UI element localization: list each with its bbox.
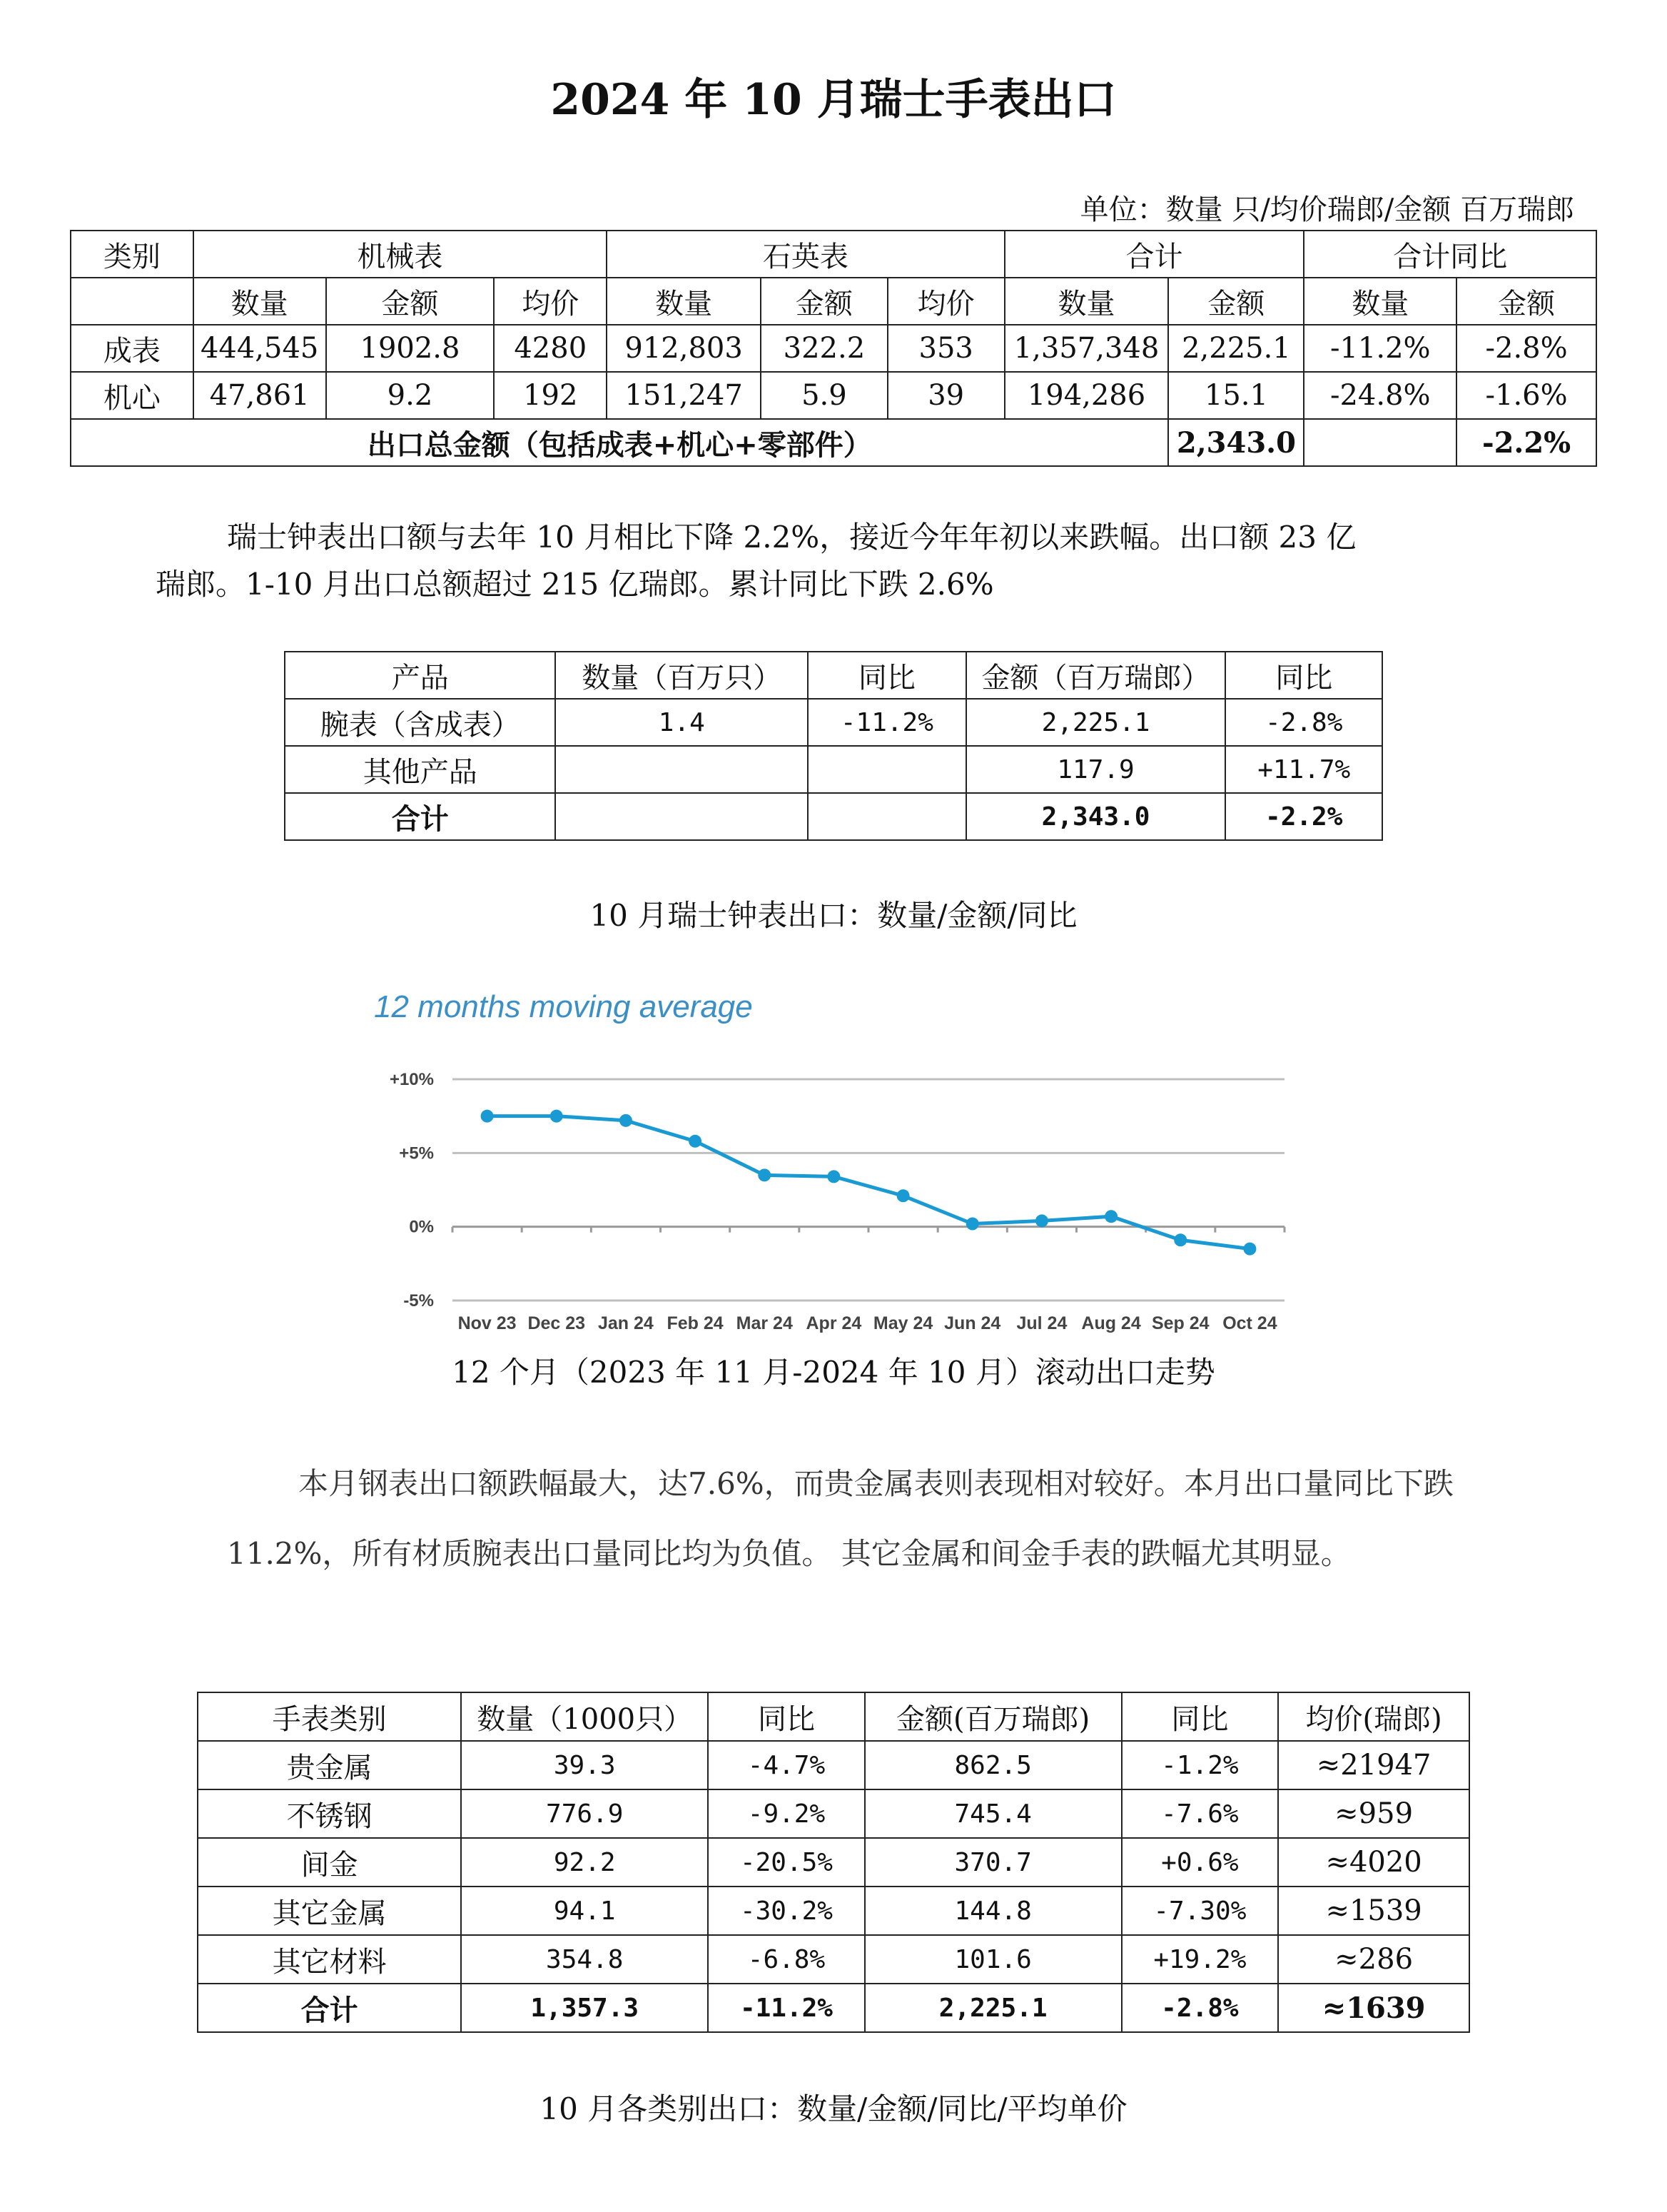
x-axis-ticks — [458, 1313, 1277, 1333]
table-cell — [808, 793, 966, 840]
table-cell: +19.2% — [1122, 1935, 1279, 1984]
table-row — [285, 699, 1382, 746]
table-row — [198, 1838, 1469, 1887]
data-point — [966, 1218, 979, 1231]
table-cell: 745.4 — [865, 1789, 1122, 1838]
table-cell: -9.2% — [708, 1789, 865, 1838]
x-tick-label: Nov 23 — [457, 1313, 517, 1333]
table-cell: 1902.8 — [326, 325, 495, 372]
table-row — [71, 325, 1596, 372]
table-row — [198, 1935, 1469, 1984]
chart-svg — [357, 985, 1299, 1342]
table-cell: 192 — [494, 372, 607, 419]
table-header-row — [285, 652, 1382, 699]
table-cell — [555, 746, 808, 793]
x-tick-label: Jun 24 — [944, 1313, 1001, 1333]
table-header-row — [71, 231, 1596, 278]
table-cell: 194,286 — [1005, 372, 1169, 419]
y-tick-label: -5% — [403, 1291, 434, 1310]
table-cell: 合计 — [285, 793, 555, 840]
header-cell: 金额 — [326, 278, 495, 325]
table-cell: ≈286 — [1278, 1935, 1469, 1984]
data-point — [689, 1135, 701, 1148]
y-tick-label: 0% — [409, 1217, 434, 1237]
table-cell: ≈21947 — [1278, 1741, 1469, 1789]
table-cell: 其他产品 — [285, 746, 555, 793]
x-tick-label: Dec 23 — [527, 1313, 586, 1333]
chart-grid — [452, 1079, 1285, 1301]
x-tick-label: Apr 24 — [806, 1313, 862, 1333]
table-cell: 2,225.1 — [966, 699, 1226, 746]
table-cell: 39.3 — [461, 1741, 708, 1789]
table-cell: 其它材料 — [198, 1935, 461, 1984]
table-cell: 贵金属 — [198, 1741, 461, 1789]
table-subheader-row — [71, 278, 1596, 325]
table-cell: -11.2% — [708, 1984, 865, 2032]
header-cell: 同比 — [708, 1692, 865, 1741]
header-cell: 机械表 — [193, 231, 607, 278]
table-cell: -6.8% — [708, 1935, 865, 1984]
data-point — [758, 1168, 771, 1181]
header-cell: 产品 — [285, 652, 555, 699]
header-cell: 金额 — [761, 278, 888, 325]
table-cell: 444,545 — [193, 325, 326, 372]
table-cell: 1,357,348 — [1005, 325, 1169, 372]
table-cell: -1.2% — [1122, 1741, 1279, 1789]
table-cell: 776.9 — [461, 1789, 708, 1838]
paragraph-2-text: 本月钢表出口额跌幅最大，达7.6%，而贵金属表则表现相对较好。本月出口量同比下跌11.2%，所有材质腕表出口量同比均为负值。 其它金属和间金手表的跌幅尤其明显。 — [227, 1466, 1454, 1571]
table-cell: 出口总金额（包括成表+机心+零部件） — [71, 419, 1168, 466]
header-cell: 数量 — [1304, 278, 1456, 325]
paragraph-2 — [227, 1449, 1454, 1589]
x-tick-label: Aug 24 — [1081, 1313, 1141, 1333]
y-axis-ticks — [390, 1070, 434, 1310]
data-point — [897, 1189, 910, 1202]
header-cell: 金额（百万瑞郎） — [966, 652, 1226, 699]
unit-note: 单位：数量 只/均价瑞郎/金额 百万瑞郎 — [1080, 193, 1574, 226]
header-cell: 同比 — [808, 652, 966, 699]
table-cell: -7.30% — [1122, 1887, 1279, 1935]
header-cell: 类别 — [71, 231, 193, 278]
header-cell: 合计 — [1005, 231, 1304, 278]
table-cell: -2.8% — [1225, 699, 1382, 746]
y-tick-label: +5% — [399, 1143, 434, 1163]
table-cell: -2.2% — [1225, 793, 1382, 840]
header-cell: 同比 — [1225, 652, 1382, 699]
table-cell: 94.1 — [461, 1887, 708, 1935]
table-cell: 2,343.0 — [966, 793, 1226, 840]
table-cell: 1.4 — [555, 699, 808, 746]
data-point — [827, 1170, 840, 1183]
header-cell: 均价(瑞郎) — [1278, 1692, 1469, 1741]
data-point — [619, 1114, 632, 1127]
header-cell: 数量（1000只） — [461, 1692, 708, 1741]
table-cell: 成表 — [71, 325, 193, 372]
table-header-row — [198, 1692, 1469, 1741]
header-cell: 均价 — [494, 278, 607, 325]
table-cell: 92.2 — [461, 1838, 708, 1887]
table-cell: -2.2% — [1456, 419, 1596, 466]
header-cell: 数量 — [607, 278, 761, 325]
table-cell: -30.2% — [708, 1887, 865, 1935]
data-point — [481, 1110, 494, 1123]
table-cell: 39 — [888, 372, 1005, 419]
x-tick-label: May 24 — [873, 1313, 933, 1333]
header-cell: 合计同比 — [1304, 231, 1596, 278]
table-cell: -24.8% — [1304, 372, 1456, 419]
header-cell: 数量 — [1005, 278, 1169, 325]
caption-2: 12 个月（2023 年 11 月-2024 年 10 月）滚动出口走势 — [452, 1355, 1215, 1390]
table-cell: -20.5% — [708, 1838, 865, 1887]
table-cell: 370.7 — [865, 1838, 1122, 1887]
table-cell: 322.2 — [761, 325, 888, 372]
x-tick-label: Feb 24 — [667, 1313, 724, 1333]
header-cell: 同比 — [1122, 1692, 1279, 1741]
x-tick-label: Mar 24 — [736, 1313, 793, 1333]
table-cell: 912,803 — [607, 325, 761, 372]
table-cell — [1304, 419, 1456, 466]
table-cell — [555, 793, 808, 840]
table-cell: 不锈钢 — [198, 1789, 461, 1838]
table-cell: -4.7% — [708, 1741, 865, 1789]
table-cell: 151,247 — [607, 372, 761, 419]
table-cell: +11.7% — [1225, 746, 1382, 793]
table-cell: +0.6% — [1122, 1838, 1279, 1887]
data-point — [1243, 1243, 1256, 1256]
table-row — [198, 1887, 1469, 1935]
table-cell: -1.6% — [1456, 372, 1596, 419]
chart-title: 12 months moving average — [374, 989, 753, 1024]
data-point — [1174, 1233, 1187, 1246]
table-cell: ≈959 — [1278, 1789, 1469, 1838]
data-point — [550, 1110, 563, 1123]
table-cell: 腕表（含成表） — [285, 699, 555, 746]
table-cell: 合计 — [198, 1984, 461, 2032]
header-cell: 数量（百万只） — [555, 652, 808, 699]
data-point — [1035, 1214, 1048, 1227]
table-cell: 2,225.1 — [865, 1984, 1122, 2032]
table-cell: 47,861 — [193, 372, 326, 419]
table-cell: 1,357.3 — [461, 1984, 708, 2032]
table-row — [198, 1741, 1469, 1789]
table-cell — [808, 746, 966, 793]
header-cell — [71, 278, 193, 325]
table-total-row — [71, 419, 1596, 466]
x-tick-label: Oct 24 — [1222, 1313, 1277, 1333]
table-cell: -2.8% — [1456, 325, 1596, 372]
header-cell: 手表类别 — [198, 1692, 461, 1741]
table-cell: 其它金属 — [198, 1887, 461, 1935]
caption-1: 10 月瑞士钟表出口：数量/金额/同比 — [589, 898, 1078, 933]
table-cell: 机心 — [71, 372, 193, 419]
table-cell: 353 — [888, 325, 1005, 372]
caption-3: 10 月各类别出口：数量/金额/同比/平均单价 — [539, 2091, 1128, 2126]
header-cell: 金额 — [1168, 278, 1304, 325]
table-cell: 862.5 — [865, 1741, 1122, 1789]
table-cell: 9.2 — [326, 372, 495, 419]
table-cell: ≈1639 — [1278, 1984, 1469, 2032]
header-cell: 数量 — [193, 278, 326, 325]
table-total-row — [285, 793, 1382, 840]
table-cell: 2,343.0 — [1168, 419, 1304, 466]
header-cell: 均价 — [888, 278, 1005, 325]
x-tick-label: Jan 24 — [597, 1313, 654, 1333]
table-cell: 15.1 — [1168, 372, 1304, 419]
table-cell: 2,225.1 — [1168, 325, 1304, 372]
header-cell: 金额 — [1456, 278, 1596, 325]
header-cell: 石英表 — [607, 231, 1004, 278]
table-cell: -11.2% — [1304, 325, 1456, 372]
page-title: 2024 年 10 月瑞士手表出口 — [550, 75, 1117, 125]
table-cell: ≈1539 — [1278, 1887, 1469, 1935]
table-cell: -2.8% — [1122, 1984, 1279, 2032]
y-tick-label: +10% — [389, 1070, 434, 1089]
table-cell: 101.6 — [865, 1935, 1122, 1984]
summary-table — [70, 230, 1597, 467]
table-cell: ≈4020 — [1278, 1838, 1469, 1887]
table-cell: 间金 — [198, 1838, 461, 1887]
table-row — [71, 372, 1596, 419]
table-cell: 4280 — [494, 325, 607, 372]
table-cell: 354.8 — [461, 1935, 708, 1984]
table-total-row — [198, 1984, 1469, 2032]
table-cell: 117.9 — [966, 746, 1226, 793]
table-cell: -11.2% — [808, 699, 966, 746]
x-tick-label: Jul 24 — [1016, 1313, 1068, 1333]
table-cell: -7.6% — [1122, 1789, 1279, 1838]
header-cell: 金额(百万瑞郎) — [865, 1692, 1122, 1741]
paragraph-1: 瑞士钟表出口额与去年 10 月相比下降 2.2%，接近今年年初以来跌幅。出口额 23 亿瑞郎。1-10 月出口总额超过 215 亿瑞郎。累计同比下跌 2.6% — [156, 520, 1357, 602]
product-table — [284, 651, 1383, 841]
data-point — [1105, 1210, 1118, 1223]
category-table — [197, 1692, 1470, 2033]
line-chart — [357, 985, 1299, 1342]
table-cell: 144.8 — [865, 1887, 1122, 1935]
x-tick-label: Sep 24 — [1151, 1313, 1210, 1333]
chart-series — [481, 1110, 1257, 1256]
table-cell: 5.9 — [761, 372, 888, 419]
table-row — [285, 746, 1382, 793]
table-row — [198, 1789, 1469, 1838]
